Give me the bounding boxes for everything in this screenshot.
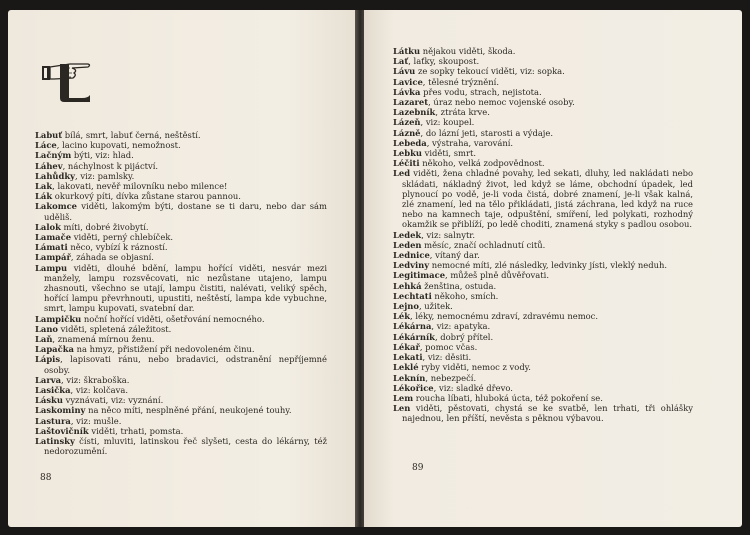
dictionary-entry (393, 342, 693, 352)
entry-headword: Leklé (393, 362, 419, 373)
entry-headword: Laň (35, 334, 53, 345)
dictionary-entry (393, 230, 693, 240)
entry-text: , ztráta krve. (435, 107, 490, 118)
entry-text: viděti, dlouhé bdění, lampu hořící viděti, nesvár mezi manžely, lampu rozsvěcovati, nic nezůstane utajeno, lampu zhasnouti, všechno se utají, lampu čistiti, nalévati, veliký spěch, hořící lampu převrhnouti, upustiti, neštěstí, lampa kde vybuchne, smrt, lampu kupovati, svatební dar. (44, 262, 327, 314)
entry-headword: Led (393, 168, 411, 179)
entry-text: , náchylnost k pijáctví. (62, 160, 159, 171)
entry-text: , laťky, skoupost. (408, 56, 480, 67)
entry-text: , lacino kupovati, nemožnost. (56, 140, 181, 151)
page-number-right: 89 (412, 463, 424, 473)
entry-headword: Lapačka (35, 344, 74, 355)
entry-text: , viz: koupel. (420, 117, 475, 128)
entry-headword: Ledek (393, 229, 422, 240)
entry-text: , viz: sladké dřevo. (433, 382, 513, 393)
entry-text: , výstraha, varování. (426, 137, 514, 148)
dictionary-entry (393, 250, 693, 260)
entry-text: , pomoc včas. (419, 341, 478, 352)
dictionary-entry (35, 263, 327, 314)
dictionary-entry (393, 321, 693, 331)
entry-text: viděti, trhati, pomsta. (88, 425, 184, 436)
entry-text: bílá, smrt, labuť černá, neštěstí. (62, 130, 201, 140)
entry-text: , do lázní jeti, starosti a výdaje. (420, 127, 554, 138)
entry-headword: Lano (35, 323, 58, 334)
dictionary-entry (393, 240, 693, 250)
entry-text: míti, dobré živobytí. (60, 221, 149, 232)
dictionary-entry (35, 171, 327, 181)
entry-text: , tělesné trýznění. (422, 76, 499, 87)
entry-text: , lapisovati ránu, nebo bradavici, odstranění nepříjemné osoby. (44, 354, 327, 375)
dictionary-entry (35, 201, 327, 221)
dictionary-entry (393, 291, 693, 301)
entry-headword: Lahůdky (35, 170, 76, 181)
entry-text: něco, vybízí k rázností. (67, 242, 168, 253)
entry-text: , léky, nemocnému zdraví, zdravému nemoc. (410, 311, 599, 322)
dictionary-entry (393, 168, 693, 229)
entry-headword: Laštovičník (35, 425, 89, 436)
dictionary-entry (393, 393, 693, 403)
entry-text: , viz: apatyka. (431, 321, 491, 332)
entry-text: , viz: pamlsky. (75, 170, 135, 181)
entry-text: nějakou viděti, škoda. (420, 46, 516, 56)
dictionary-entry (393, 107, 693, 117)
entry-text: , úraz nebo nemoc vojenské osoby. (428, 97, 575, 108)
entry-headword: Lačným (35, 150, 72, 161)
entry-headword: Lávka (393, 86, 421, 97)
entry-headword: Lechtati (393, 290, 432, 301)
entry-headword: Lavice (393, 76, 423, 87)
dictionary-entry (35, 385, 327, 395)
dictionary-entry (35, 161, 327, 171)
dictionary-entry (35, 252, 327, 262)
entry-headword: Lámati (35, 242, 68, 253)
entry-text: , viz: salnytr. (421, 229, 476, 240)
entry-headword: Láce (35, 140, 57, 151)
entry-text: přes vodu, strach, nejistota. (420, 86, 542, 97)
dictionary-entry (35, 181, 327, 191)
entry-headword: Lampičku (35, 313, 82, 324)
entry-headword: Lékař (393, 341, 420, 352)
dictionary-entry (393, 332, 693, 342)
entry-text: , záhada se objasní. (70, 252, 154, 263)
entry-headword: Len (393, 403, 411, 414)
entry-text: viděti, pěstovati, chystá se ke svatbě, len trhati, tři ohlášky najednou, len příští, nevěsta s pěknou výbavou. (402, 403, 693, 424)
entry-text: nemocné míti, zlé následky, ledvinky jísti, vleklý neduh. (429, 260, 668, 271)
dictionary-entry (393, 128, 693, 138)
entry-headword: Lásku (35, 395, 63, 406)
pointing-hand-icon (40, 52, 95, 104)
entry-headword: Lehká (393, 280, 422, 291)
entry-headword: Lékárník (393, 331, 435, 342)
dictionary-entry (393, 270, 693, 280)
dictionary-entry (393, 311, 693, 321)
entry-headword: Lék (393, 311, 411, 322)
entry-text: na něco míti, nesplněné přání, neukojené touhy. (85, 405, 292, 416)
entry-text: , nebezpečí. (425, 372, 477, 383)
entry-text: viděti, spletená záležitost. (58, 323, 172, 334)
entry-headword: Lakomce (35, 201, 77, 212)
dictionary-entry (35, 436, 327, 456)
dictionary-entry (393, 158, 693, 168)
entry-headword: Lebeda (393, 137, 427, 148)
right-entries (393, 46, 693, 424)
dictionary-entry (393, 352, 693, 362)
dictionary-entry (35, 130, 327, 140)
entry-headword: Lejno (393, 301, 419, 312)
entry-headword: Leden (393, 239, 422, 250)
dictionary-entry (393, 383, 693, 393)
dictionary-entry (35, 334, 327, 344)
entry-headword: Latinsky (35, 436, 75, 447)
dictionary-entry (35, 222, 327, 232)
entry-headword: Lastura (35, 415, 71, 426)
entry-text: býti, viz: hlad. (71, 150, 134, 161)
entry-headword: Lamače (35, 232, 72, 243)
dictionary-entry (35, 405, 327, 415)
entry-headword: Lák (35, 191, 53, 202)
dictionary-entry (393, 87, 693, 97)
dictionary-entry (393, 260, 693, 270)
dictionary-entry (35, 242, 327, 252)
dictionary-entry (35, 375, 327, 385)
entry-text: roucha líbati, hluboká úcta, též pokoření se. (413, 392, 603, 403)
entry-text: , lakovati, nevěř milovníku nebo milence! (52, 181, 228, 192)
entry-text: , vítaný dar. (429, 250, 480, 261)
entry-text: , znamená mírnou ženu. (52, 334, 155, 345)
left-entries (35, 130, 327, 457)
entry-text: viděti, žena chladné povahy, led sekati, dluhy, led nakládati nebo skládati, nákladný život, led když se láme, obchodní úpadek, led plynoucí po vodě, je-li voda čistá, dobré znamení, je-li však kalná, zlé znamení, led na tělo přikládati, jistá záchrana, led když na ruce nebo na kamnech taje, odpuštění, smíření, led polykati, rozhodný okamžik se přiblíží, po ledě choditi, znamená styky s padlou osobou. (402, 168, 693, 230)
entry-headword: Legitimace (393, 270, 446, 281)
entry-headword: Lať (393, 56, 409, 67)
drop-initial (40, 52, 95, 104)
entry-headword: Larva (35, 374, 62, 385)
page-number-left: 88 (40, 473, 52, 483)
entry-headword: Lazaret (393, 97, 429, 108)
entry-text: , viz: mušle. (70, 415, 122, 426)
entry-text: , viz: děsiti. (422, 352, 472, 363)
entry-text: okurkový píti, dívka zůstane starou pannou. (52, 191, 241, 202)
dictionary-entry (35, 191, 327, 201)
entry-headword: Lekati (393, 352, 423, 363)
entry-text: ryby viděti, nemoc z vody. (418, 362, 531, 373)
dictionary-entry (393, 362, 693, 372)
dictionary-entry (35, 314, 327, 324)
entry-headword: Lalok (35, 221, 61, 232)
entry-headword: Ledviny (393, 260, 430, 271)
dictionary-entry (393, 138, 693, 148)
dictionary-entry (35, 416, 327, 426)
entry-headword: Lékárna (393, 321, 432, 332)
dictionary-entry (35, 426, 327, 436)
entry-text: noční hořící viděti, ošetřování nemocného. (81, 313, 265, 324)
dictionary-entry (35, 344, 327, 354)
entry-text: někoho, smích. (431, 290, 499, 301)
entry-text: měsíc, značí ochladnutí citů. (421, 239, 546, 250)
dictionary-entry (393, 77, 693, 87)
entry-headword: Lékořice (393, 382, 434, 393)
dictionary-entry (35, 354, 327, 374)
dictionary-entry (35, 150, 327, 160)
entry-text: ženština, ostuda. (421, 280, 497, 291)
entry-headword: Lázně (393, 127, 421, 138)
dictionary-entry (393, 117, 693, 127)
dictionary-entry (393, 403, 693, 423)
entry-headword: Lázeň (393, 117, 421, 128)
dictionary-entry (393, 301, 693, 311)
dictionary-entry (35, 395, 327, 405)
dictionary-entry (393, 56, 693, 66)
dictionary-entry (393, 281, 693, 291)
entry-headword: Lávu (393, 66, 416, 77)
entry-headword: Lem (393, 392, 414, 403)
dictionary-entry (393, 373, 693, 383)
dictionary-entry (35, 232, 327, 242)
entry-headword: Lazebník (393, 107, 436, 118)
entry-headword: Lápis (35, 354, 61, 365)
entry-headword: Leknín (393, 372, 426, 383)
dictionary-entry (35, 324, 327, 334)
dictionary-entry (393, 46, 693, 56)
entry-text: viděti, perný chlebíček. (71, 232, 174, 243)
entry-headword: Léčiti (393, 158, 420, 169)
entry-headword: Lak (35, 181, 53, 192)
dictionary-entry (393, 66, 693, 76)
entry-headword: Laskominy (35, 405, 86, 416)
entry-text: , viz: škraboška. (61, 374, 130, 385)
entry-headword: Lasička (35, 385, 71, 396)
entry-text: viděti, lakomým býti, dostane se ti daru, nebo dar sám uděliš. (44, 201, 327, 222)
entry-text: viděti, smrt. (421, 148, 476, 159)
dictionary-entry (393, 97, 693, 107)
entry-text: , užitek. (418, 301, 453, 312)
entry-headword: Lampář (35, 252, 71, 263)
dictionary-entry (393, 148, 693, 158)
entry-headword: Látku (393, 46, 421, 56)
entry-headword: Lampu (35, 262, 68, 273)
entry-text: , můžeš plně důvěřovati. (445, 270, 549, 281)
entry-headword: Lebku (393, 148, 422, 159)
dictionary-entry (35, 140, 327, 150)
entry-text: , dobrý přítel. (434, 331, 494, 342)
entry-text: čísti, mluviti, latinskou řeč slyšeti, cesta do lékárny, též nedorozumění. (44, 436, 327, 457)
entry-text: , viz: kolčava. (70, 385, 129, 396)
entry-text: na hmyz, přistižení při nedovoleném činu. (73, 344, 255, 355)
entry-headword: Láhev (35, 160, 63, 171)
entry-text: vyznávati, viz: vyznání. (62, 395, 164, 406)
entry-text: někoho, velká zodpovědnost. (419, 158, 545, 169)
entry-text: ze sopky tekoucí viděti, viz: sopka. (415, 66, 565, 77)
entry-headword: Lednice (393, 250, 430, 261)
entry-headword: Labuť (35, 130, 63, 140)
